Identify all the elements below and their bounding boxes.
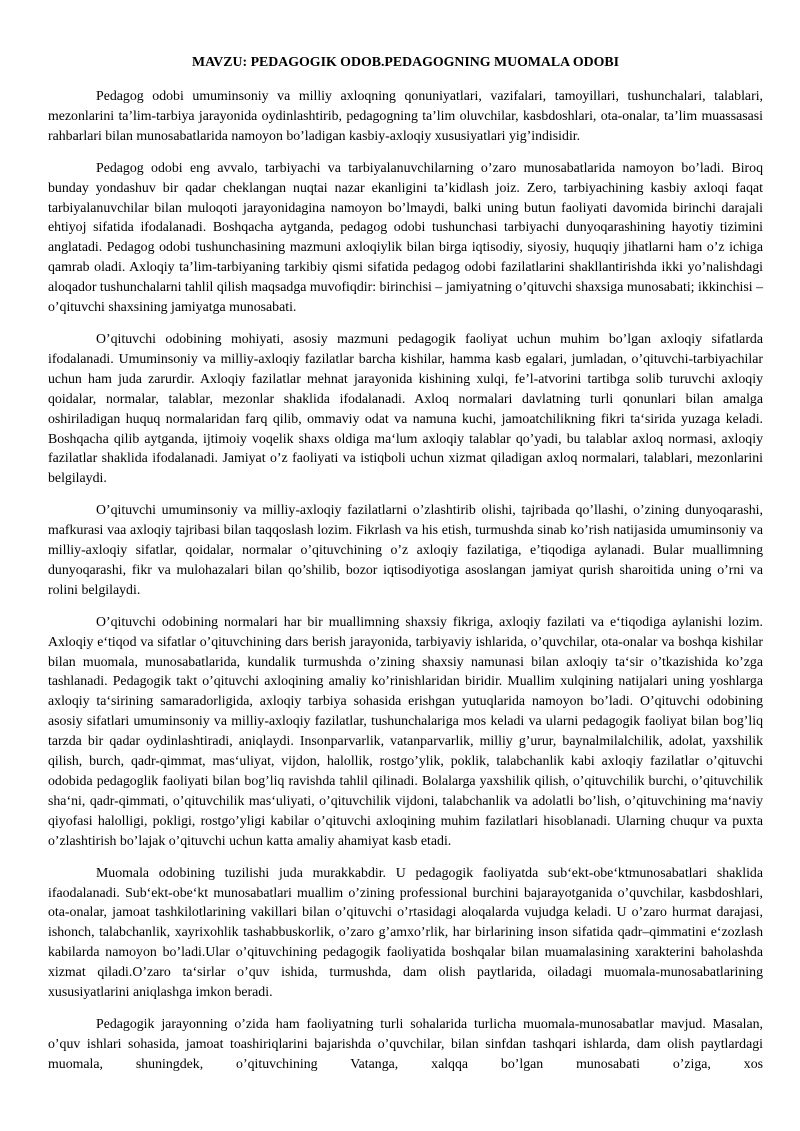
paragraph-2: Pedagog odobi eng avvalo, tarbiyachi va tarbiyalanuvchilarning o’zaro munosabatlarida namoyon bo’ladi. Biroq bunday yondashuv bir qadar cheklangan nuqtai nazar ekanligini ta’kidlash joiz. Zero, tarbiyachining kasbiy axloqi faqat tarbiyalanuvchilar bilan muloqoti jarayonidagina namoyon bo’lmaydi, balki uning butun faoliyati davomida birinchi darajali ehtiyoj sifatida ifodalanadi. Boshqacha aytganda, pedagog odobi tushunchasi tarbiyachi dunyoqarashining hayotiy tizimini anglatadi. Pedagog odobi tushunchasining mazmuni axloqiylik bilan birga iqtisodiy, siyosiy, huquqiy jihatlarni ham o’z ichiga qamrab oladi. Axloqiy ta’lim-tarbiyaning tarkibiy qismi sifatida pedagog odobi fazilatlarini shakllantirishda ikki yo’nalishdagi aloqador tushunchalarni tahlil qilish maqsadga muvofiqdir: birinchisi – jamiyatning o’qituvchi shaxsiga munosabati; ikkinchisi – o’qituvchi shaxsining jamiyatga munosabati. [48, 159, 763, 315]
paragraph-3: O’qituvchi odobining mohiyati, asosiy mazmuni pedagogik faoliyat uchun muhim bo’lgan axloqiy sifatlarda ifodalanadi. Umuminsoniy va milliy-axloqiy fazilatlar barcha kishilar, hamma kasb egalari, jumladan, o’qituvchi-tarbiyachilar uchun ham juda zarurdir. Axloqiy fazilatlar mehnat jarayonida kishining xulqi, fe’l-atvorini tartibga solib turuvchi axloqiy qoidalar, normalar, talablar, mezonlar shaklida ifodalanadi. Axloq normalari davlatning turli qonunlari bilan amalga oshiriladigan huquq normalaridan farq qilib, ommaviy odat va namuna kuchi, jamoatchilikning fikri ta‘sirida yuzaga keladi. Boshqacha qilib aytganda, ijtimoiy voqelik shaxs oldiga ma‘lum axloqiy talablar qo’yadi, bu talablar axloq normasi, axloqiy fazilatlar shaklida ifodalanadi. Jamiyat o’z faoliyati va istiqboli uchun xizmat qiladigan axloq normalari, talablari, mezonlarini belgilaydi. [48, 330, 763, 486]
document-title: MAVZU: PEDAGOGIK ODOB.PEDAGOGNING MUOMALA ODOBI [192, 54, 619, 69]
paragraph-1: Pedagog odobi umuminsoniy va milliy axloqning qonuniyatlari, vazifalari, tamoyillari, tushunchalari, talablari, mezonlarini ta’lim-tarbiya jarayonida oydinlashtirib, pedagogning ta’lim oluvchilar, kasbdoshlari, ota-onalar, ta’lim muassasasi rahbarlari bilan munosabatlarida namoyon bo’ladigan kasbiy-axloqiy xususiyatlari yig’indisidir. [48, 88, 763, 143]
paragraph-4: O’qituvchi umuminsoniy va milliy-axloqiy fazilatlarni o’zlashtirib olishi, tajribada qo’llashi, o’zining dunyoqarashi, mafkurasi vaa axloqiy tajribasi bilan taqqoslash lozim. Fikrlash va his etish, turmushda sinab ko’rish natijasida umuminsoniy va milliy-axloqiy sifatlar, qoidalar, normalar o’qituvchining o’z axloqiy fazilatiga, e’tiqodiga aylanadi. Bular muallimning dunyoqarashi, fikr va mulohazalari bilan qo’shilib, bozor iqtisodiyotiga asoslangan jamiyat qurish sharoitida uning o’rni va rolini belgilaydi. [48, 502, 763, 597]
paragraph-5: O’qituvchi odobining normalari har bir muallimning shaxsiy fikriga, axloqiy fazilati va e‘tiqodiga aylanishi lozim. Axloqiy e‘tiqod va sifatlar o’qituvchining dars berish jarayonida, tarbiyaviy ishlarida, o’quvchilar, ota-onalar va boshqa kishilar bilan muomala, munosabatlarida, kundalik turmushda o’zining shaxsiy namunasi bilan axloqiy ta‘sir o’tkazishida ko’zga tashlanadi. Pedagogik takt o’qituvchi axloqining amaliy ko’rinishlaridan biridir. Muallim xulqining natijalari uning yoshlarga axloqiy ta‘sirining samaradorligida, axloqiy tarbiya sohasida erishgan yutuqlarida namoyon bo’ladi. O’qituvchi odobining asosiy sifatlari umuminsoniy va milliy-axloqiy fazilatlar, tushunchalariga mos keladi va ularni pedagogik faoliyat bilan bog’liq tarzda bir qadar oydinlashtiradi, aniqlaydi. Insonparvarlik, vatanparvarlik, milliy g’urur, baynalmilalchilik, adolat, yaxshilik qilish, burch, qadr-qimmat, mas‘uliyat, vijdon, halollik, rostgo’ylik, poklik, talabchanlik kabi axloqiy fazilatlar o’qituvchi odobida pedagoglik faoliyati bilan bog’liq ravishda tahlil qilinadi. Bolalarga yaxshilik qilish, o’qituvchilik burchi, o’qituvchilik sha‘ni, qadr-qimmati, o’qituvchilik mas‘uliyati, o’qituvchilik vijdoni, talabchanlik va adolatli bo’lish, o’qituvchining ma‘naviy qiyofasi halolligi, pokligi, rostgo’yligi kabilar o’qituvchi axloqining muhim fazilatlari hisoblanadi. Ularning chuqur va puxta o’zlashtirish bo’lajak o’qituvchi uchun katta amaliy ahamiyat kasb etadi. [48, 613, 763, 848]
document-page [48, 52, 763, 1074]
paragraph-7: Pedagogik jarayonning o’zida ham faoliyatning turli sohalarida turlicha muomala-munosabatlar mavjud. Masalan, o’quv ishlari sohasida, jamoat toashiriqlarini bajarishda o’quvchilar, bilan sinfdan tashqari ishlarda, dam olish paytlardagi muomala, shuningdek, o’qituvchining Vatanga, xalqqa bo’lgan munosabati o’ziga, xos [48, 1015, 763, 1071]
paragraph-6: Muomala odobining tuzilishi juda murakkabdir. U pedagogik faoliyatda sub‘ekt-obe‘ktmunosabatlari shaklida ifaodalanadi. Sub‘ekt-obe‘kt munosabatlari muallim o’zining professional burchini bajarayotganida o’quvchilar, kasbdoshlari, ota-onalar, jamoat tashkilotlarining vakillari bilan o’qituvchi o’rtasidagi aloqalarda vujudga keladi. U o’zaro hurmat darajasi, ishonch, talabchanlik, xayrixohlik tashabbuskorlik, o’zaro g’amxo’rlik, har birlarining inson sifatida qadr–qimmatini e‘zozlash kabilarda namoyon bo’ladi.Ular o’qituvchining pedagogik faoliyatida boshqalar bilan muamalasining xarakterini baholashda xizmat qiladi.O’zaro ta‘sirlar o’quv ishida, turmushda, dam olish paytlarida, oiladagi muomala-munosabatlarining xususiyatlarini aniqlashga imkon beradi. [48, 864, 763, 1000]
